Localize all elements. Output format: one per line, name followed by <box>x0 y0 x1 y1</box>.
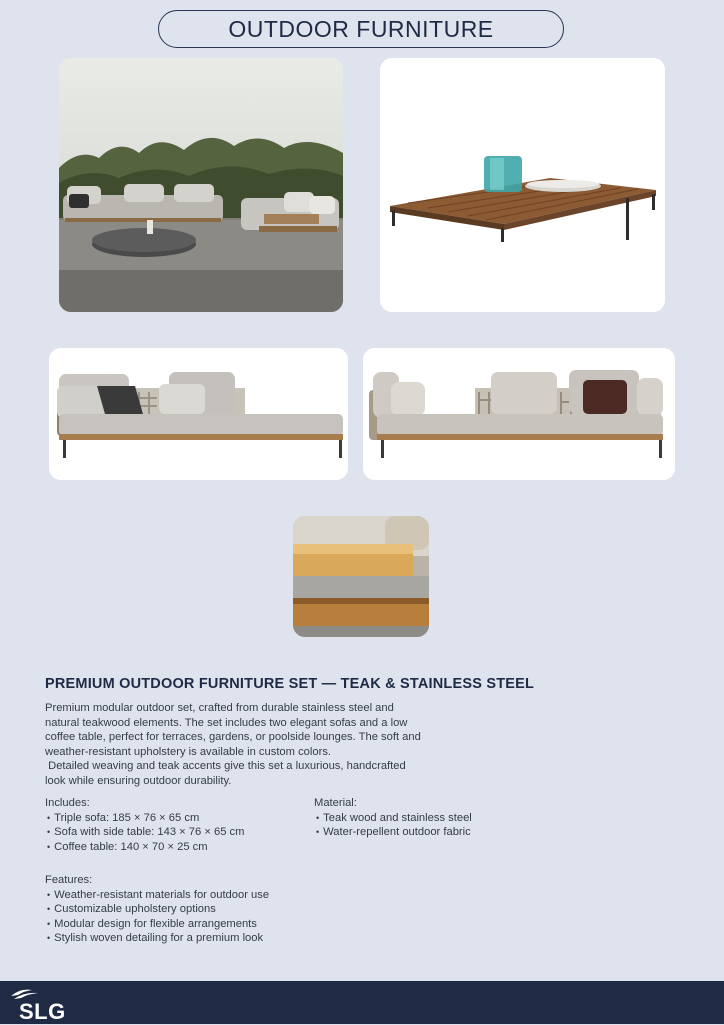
list-item: • Stylish woven detailing for a premium look <box>45 931 345 946</box>
logo-text: SLG <box>19 999 66 1024</box>
includes-label: Includes: <box>45 797 90 809</box>
description-line: natural teakwood elements. The set includes two elegant sofas and a low <box>45 716 408 729</box>
product-description <box>45 701 465 789</box>
list-item: • Water-repellent outdoor fabric <box>314 825 554 840</box>
list-item: • Sofa with side table: 143 × 76 × 65 cm <box>45 825 305 840</box>
material-label: Material: <box>314 797 357 809</box>
sofa-right-photo <box>363 348 675 480</box>
page-title: OUTDOOR FURNITURE <box>158 10 564 48</box>
list-item: • Triple sofa: 185 × 76 × 65 cm <box>45 811 305 826</box>
list-item: • Coffee table: 140 × 70 × 25 cm <box>45 840 305 855</box>
sofa-left-photo <box>49 348 348 480</box>
terrace-photo <box>59 58 343 312</box>
footer-bar <box>0 981 724 1024</box>
product-heading: PREMIUM OUTDOOR FURNITURE SET — TEAK & STAINLESS STEEL <box>45 676 535 692</box>
list-item: • Modular design for flexible arrangements <box>45 917 345 932</box>
includes-list <box>45 811 305 855</box>
description-line: Detailed weaving and teak accents give this set a luxurious, handcrafted <box>45 760 406 773</box>
list-item: • Weather-resistant materials for outdoor use <box>45 888 345 903</box>
slg-logo <box>10 987 74 1024</box>
list-item: • Teak wood and stainless steel <box>314 811 554 826</box>
coffee-table-photo <box>380 58 665 312</box>
features-list <box>45 888 345 946</box>
list-item: • Customizable upholstery options <box>45 902 345 917</box>
teak-detail-photo <box>293 516 429 637</box>
description-line: weather-resistant upholstery is available in custom colors. <box>45 745 332 758</box>
material-list <box>314 811 554 840</box>
material-section <box>314 796 554 840</box>
description-line: coffee table, perfect for terraces, gardens, or poolside lounges. The soft and <box>45 731 421 744</box>
features-label: Features: <box>45 874 93 886</box>
description-line: Premium modular outdoor set, crafted from durable stainless steel and <box>45 702 394 714</box>
description-line: look while ensuring outdoor durability. <box>45 774 232 787</box>
features-section <box>45 873 345 946</box>
includes-section <box>45 796 305 854</box>
